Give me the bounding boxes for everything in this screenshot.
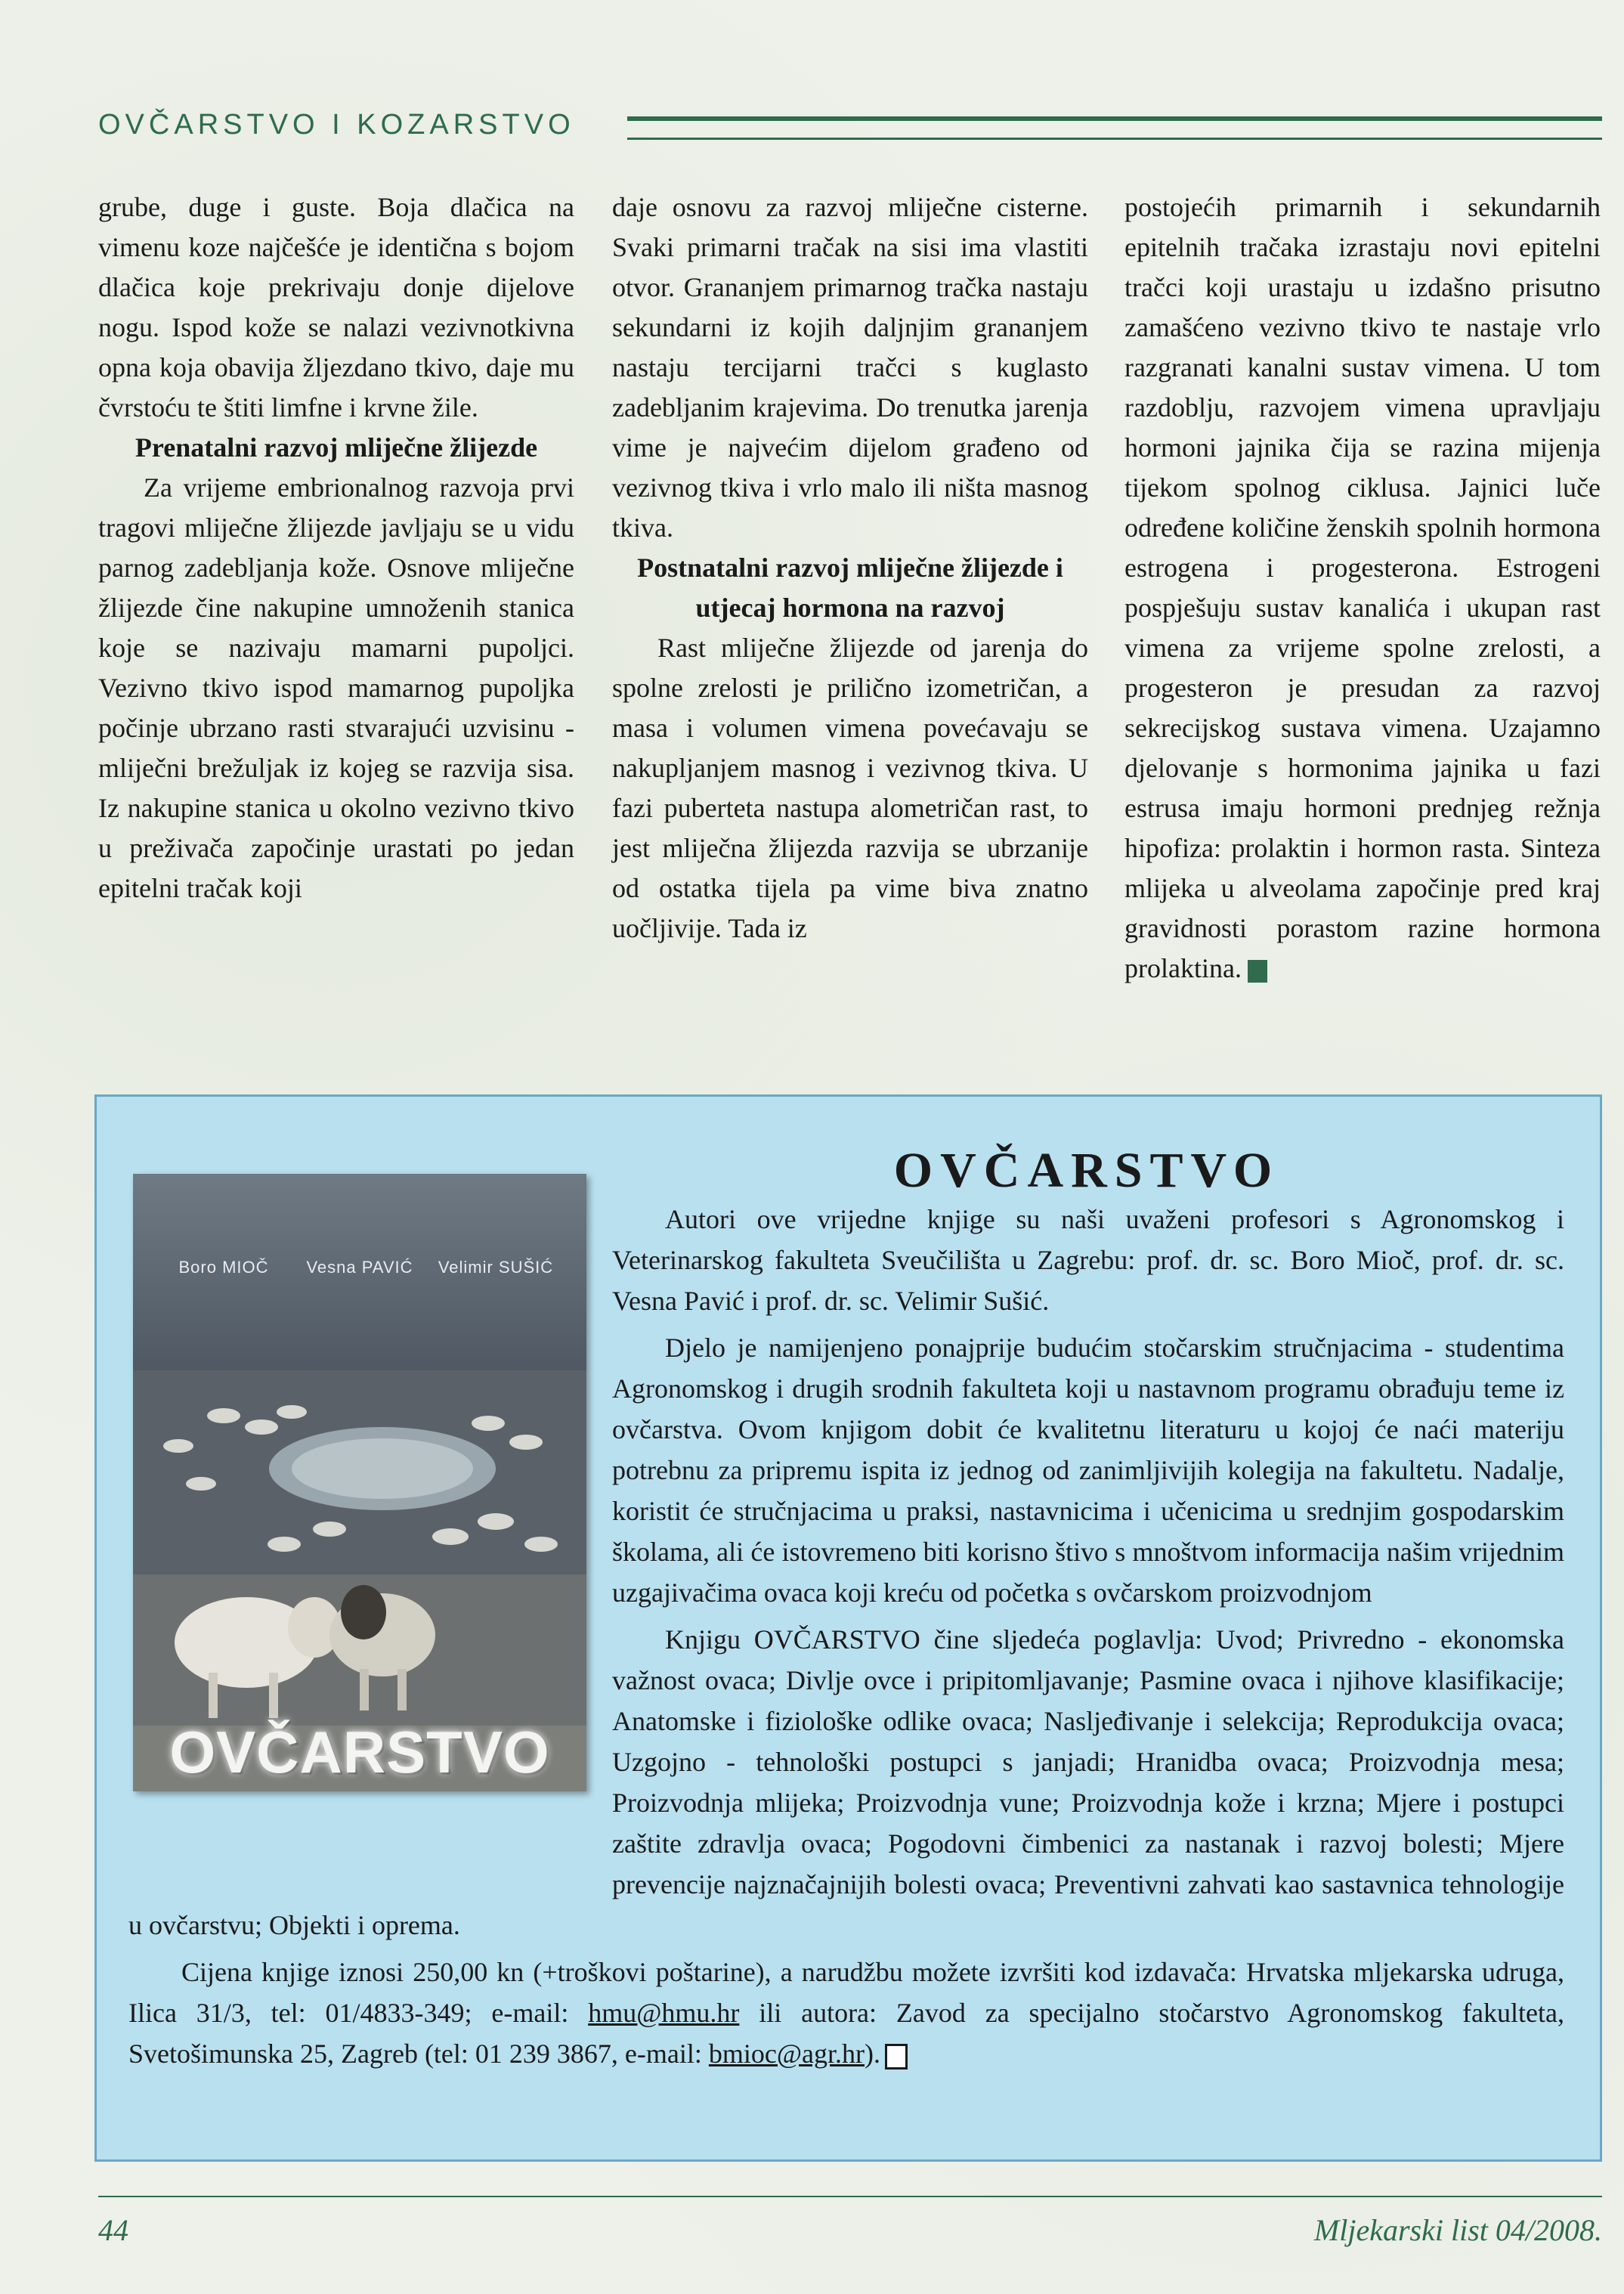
col1-paragraph-2: Za vrijeme embrionalnog razvoja prvi tragovi mliječne žlijezde javljaju se u vidu parnog zadebljanja kože. Osnove mliječne žlijezde čine nakupine umnoženih stanica koje se nazivaju mamarni pupoljci. Vezivno tkivo ispod mamarnog pupoljka počinje ubrzano rasti stvarajući uzvisinu - mliječni brežuljak iz kojeg se razvija sisa. Iz nakupine stanica u okolno vezivno tkivo u preživača započinje urastati po jedan epitelni tračak koji [98, 472, 574, 903]
order-info-text-1: Cijena knjige iznosi 250,00 kn (+troškovi poštarine), a narudžbu možete izvršiti kod izdavača: Hrvatska mljekarska udruga, Ilica 31/3, tel: 01/4833-349; e-mail: [128, 1957, 1564, 2028]
book-author-2: Vesna PAVIĆ [306, 1258, 413, 1277]
email-link-hmu[interactable]: hmu@hmu.hr [588, 1998, 740, 2028]
advert-title: OVČARSTVO [893, 1143, 1280, 1198]
advert-paragraph-3: Knjigu OVČARSTVO čine sljedeća poglavlja: Uvod; Privredno - ekonomska važnost ovaca; Divlje ovce i pripitomljavanje; Pasmine ovaca i njihove klasifikacije; Anatomske i fiziološke odlike ovaca; Nasljeđivanje i selekcija; Reprodukcija ovaca; Uzgojno - tehnološki postupci s janjadi; Hranidba ovaca; Proizvodnja mesa; Proizvodnja mlijeka; Proizvodnja vune; Proizvodnja kože i krzna; Mjere i postupci zaštite zdravlja ovaca; Pogodovni čimbenici za nastanak i razvoj bolesti; Mjere prevencije najznačajnijih bolesti ovaca; Preventivni zahvati kao sastavnica tehnologije u ovčarstvu; Objekti i oprema. [128, 1624, 1564, 1940]
book-author-3: Velimir SUŠIĆ [438, 1258, 554, 1277]
page-footer [98, 2196, 1602, 2250]
page-number: 44 [98, 2213, 128, 2247]
email-link-bmioc[interactable]: bmioc@agr.hr [708, 2039, 865, 2069]
header-rule [627, 116, 1602, 140]
advert-text [128, 1199, 1564, 2080]
col2-subheading: Postnatalni razvoj mliječne žlijezde i utjecaj hormona na razvoj [637, 553, 1063, 623]
advert-paragraph-4 [128, 1952, 1564, 2074]
column-1 [98, 187, 574, 909]
order-info-text-3: ). [864, 2039, 880, 2069]
book-cover-space [128, 1199, 612, 1894]
section-title: OVČARSTVO I KOZARSTVO [98, 109, 575, 141]
col2-paragraph-2: Rast mliječne žlijezde od jarenja do spolne zrelosti je prilično izometričan, a masa i volumen vimena povećavaju se nakupljanjem masnog i vezivnog tkiva. U fazi puberteta nastupa alometričan rast, to jest mliječna žlijezda razvija se ubrzanije od ostatka tijela pa vime biva znatno uočljivije. Tada iz [612, 633, 1088, 943]
col1-subheading: Prenatalni razvoj mliječne žlijezde [135, 432, 538, 463]
order-info-text-2: ili autora: Zavod za specijalno stočarstvo Agronomskog fakulteta, Svetošimunska 25, Zagreb (tel: 01 239 3867, e-mail: [128, 1998, 1564, 2069]
column-3 [1124, 187, 1601, 989]
end-of-advert-square-icon [885, 2044, 908, 2070]
journal-issue: Mljekarski list 04/2008. [1313, 2213, 1602, 2247]
book-advert-box [94, 1094, 1602, 2162]
col1-paragraph-1: grube, duge i guste. Boja dlačica na vimenu koze najčešće je identična s bojom dlačica koje prekrivaju donje dijelove nogu. Ispod kože se nalazi vezivnotkivna opna koja obavija žljezdano tkivo, daje mu čvrstoću te štiti limfne i krvne žile. [98, 192, 574, 423]
col2-paragraph-1: daje osnovu za razvoj mliječne cisterne. Svaki primarni tračak na sisi ima vlastiti otvor. Grananjem primarnog tračka nastaju sekundarni iz kojih daljnjim grananjem nastaju tercijarni tračci s kuglasto zadebljanim krajevima. Do trenutka jarenja vime je najvećim dijelom građeno od vezivnog tkiva i vrlo malo ili ništa masnog tkiva. [612, 192, 1088, 543]
article-columns [98, 187, 1602, 1072]
col3-paragraph-1-text: postojećih primarnih i sekundarnih epitelnih tračaka izrastaju novi epitelni tračci koji urastaju u izdašno prisutno zamašćeno vezivno tkivo te nastaje vrlo razgranati kanalni sustav vimena. U tom razdoblju, razvojem vimena upravljaju hormoni jajnika čija se razina mijenja tijekom spolnog ciklusa. Jajnici luče određene količine ženskih spolnih hormona estrogena i progesterona. Estrogeni pospješuju sustav kanalića i ukupan rast vimena za vrijeme spolne zrelosti, a progesteron je presudan za razvoj sekrecijskog sustava vimena. Uzajamno djelovanje s hormonima jajnika u fazi estrusa imaju hormoni prednjeg režnja hipofiza: prolaktin i hormon rasta. Sinteza mlijeka u alveolama započinje pred kraj gravidnosti porastom razine hormona prolaktina. [1124, 192, 1601, 983]
end-of-article-square-icon [1248, 960, 1267, 983]
col3-paragraph-1 [1124, 187, 1601, 989]
book-cover-title: OVČARSTVO [169, 1719, 550, 1785]
page-header [98, 104, 1602, 150]
advert-paragraph-1: Autori ove vrijedne knjige su naši uvaženi profesori s Agronomskog i Veterinarskog fakulteta Sveučilišta u Zagrebu: prof. dr. sc. Boro Mioč, prof. dr. sc. Vesna Pavić i prof. dr. sc. Velimir Sušić. [612, 1204, 1564, 1316]
book-author-1: Boro MIOČ [178, 1258, 269, 1277]
advert-paragraph-2: Djelo je namijenjeno ponajprije budućim stočarskim stručnjacima - studentima Agronomskog i drugih srodnih fakulteta koji u nastavnom programu obrađuju teme iz ovčarstva. Ovom knjigom dobit će kvalitetnu literaturu u kojoj će naći materiju potrebnu za pripremu ispita iz jednog od zanimljivijih kolegija na fakultetu. Nadalje, koristit će stručnjacima u praksi, nastavnicima i učenicima u srednjim gospodarskim školama, ali će istovremeno biti korisno štivo s mnoštvom informacija našim vrijednim uzgajivačima ovaca koji kreću od početka s ovčarskom proizvodnjom [612, 1333, 1564, 1608]
column-2 [612, 187, 1088, 949]
